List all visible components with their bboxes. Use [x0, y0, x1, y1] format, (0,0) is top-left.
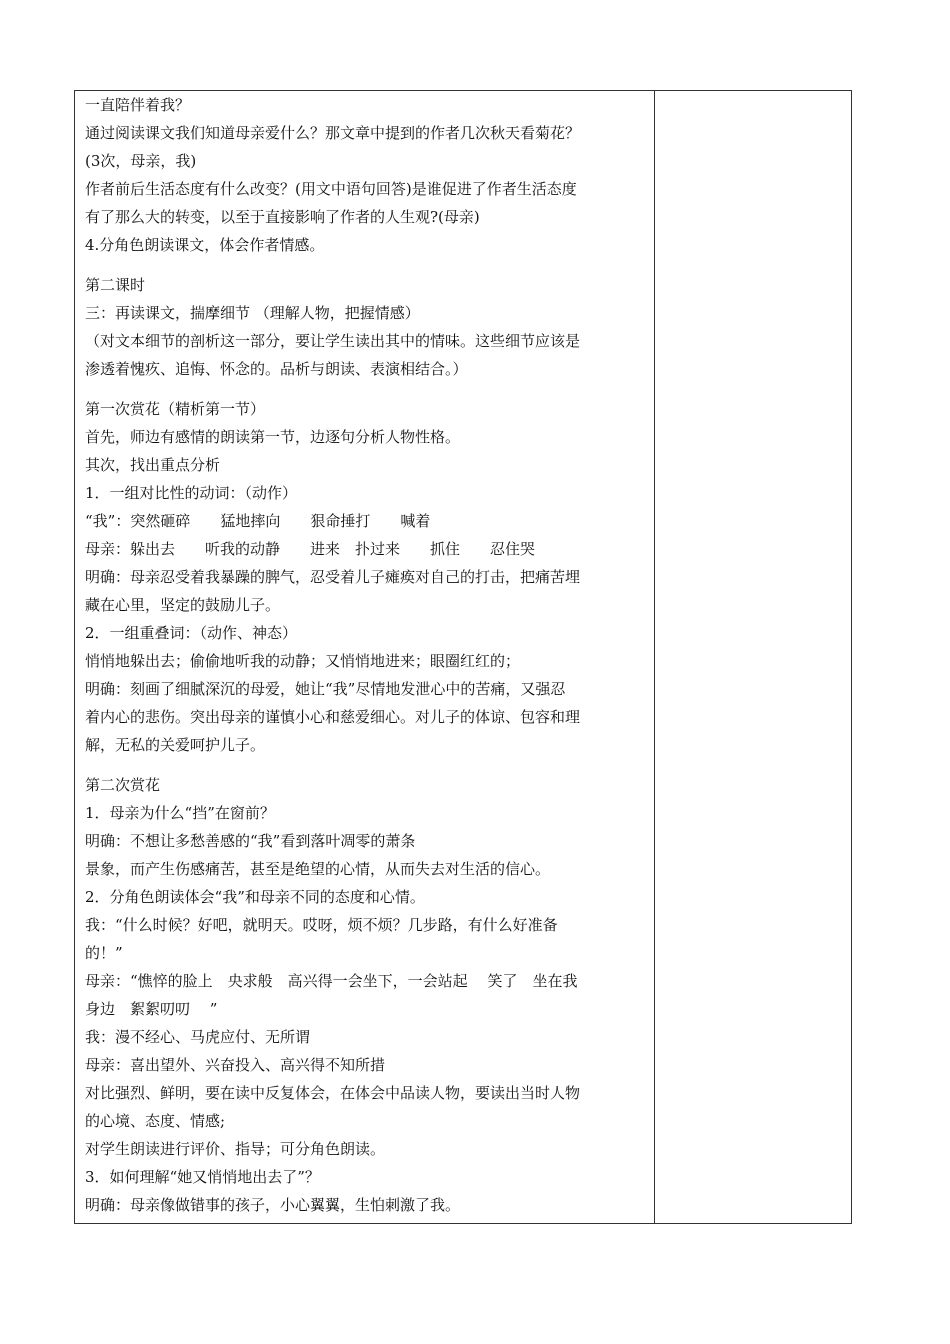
text-line: 对比强烈、鲜明，要在读中反复体会，在体会中品读人物，要读出当时人物 — [85, 1084, 581, 1102]
text-line: 着内心的悲伤。突出母亲的谨慎小心和慈爱细心。对儿子的体谅、包容和理 — [85, 708, 581, 726]
text-line: 母亲：“憔悴的脸上 央求般 高兴得一会坐下，一会站起 笑了 坐在我 — [85, 972, 578, 990]
text-line: 渗透着愧疚、追悔、怀念的。品析与朗读、表演相结合。） — [85, 360, 468, 378]
text-line: 作者前后生活态度有什么改变？(用文中语句回答)是谁促进了作者生活态度 — [85, 180, 577, 198]
section-heading: 第一次赏花（精析第一节） — [85, 400, 266, 418]
text-line: 景象，而产生伤感痛苦，甚至是绝望的心情，从而失去对生活的信心。 — [85, 860, 551, 878]
text-line: 通过阅读课文我们知道母亲爱什么？那文章中提到的作者几次秋天看菊花？ — [85, 124, 581, 142]
text-line: 对学生朗读进行评价、指导；可分角色朗读。 — [85, 1140, 386, 1158]
text-line: 首先，师边有感情的朗读第一节，边逐句分析人物性格。 — [85, 428, 461, 446]
text-line: 有了那么大的转变，以至于直接影响了作者的人生观?(母亲) — [85, 208, 480, 226]
text-line: 母亲：喜出望外、兴奋投入、高兴得不知所措 — [85, 1056, 386, 1074]
paragraph-gap — [85, 383, 651, 395]
paragraph-gap — [85, 759, 651, 771]
text-line: 2．分角色朗读体会“我”和母亲不同的态度和心情。 — [85, 888, 425, 906]
text-line: 2．一组重叠词：（动作、神态） — [85, 624, 298, 642]
text-line: （对文本细节的剖析这一部分，要让学生读出其中的情味。这些细节应该是 — [85, 332, 581, 350]
text-line: 母亲：躲出去 听我的动静 进来 扑过来 抓住 忍住哭 — [85, 540, 536, 558]
notes-column — [656, 91, 851, 1223]
text-line: 的心境、态度、情感; — [85, 1112, 226, 1130]
text-line: 1．母亲为什么“挡”在窗前？ — [85, 804, 275, 822]
text-line: 身边 絮絮叨叨 ” — [85, 1000, 218, 1018]
text-line: 明确：母亲像做错事的孩子，小心翼翼，生怕刺激了我。 — [85, 1196, 461, 1214]
section-heading: 第二课时 — [85, 276, 146, 294]
text-line: 我：“什么时候？好吧，就明天。哎呀，烦不烦？几步路，有什么好准备 — [85, 916, 558, 934]
text-line: 三：再读课文，揣摩细节 （理解人物，把握情感） — [85, 304, 420, 322]
text-line: 明确：母亲忍受着我暴躁的脾气，忍受着儿子瘫痪对自己的打击，把痛苦埋 — [85, 568, 581, 586]
text-line: 明确：刻画了细腻深沉的母爱，她让“我”尽情地发泄心中的苦痛，又强忍 — [85, 680, 566, 698]
text-line: 悄悄地躲出去；偷偷地听我的动静；又悄悄地进来；眼圈红红的； — [85, 652, 521, 670]
text-line: 的！” — [85, 944, 123, 962]
lesson-plan-table — [74, 90, 852, 1224]
text-line: “我”：突然砸碎 猛地摔向 狠命捶打 喊着 — [85, 512, 431, 530]
text-line: 其次，找出重点分析 — [85, 456, 221, 474]
column-divider — [654, 91, 655, 1223]
text-line: (3次，母亲，我) — [85, 152, 197, 170]
text-line: 3．如何理解“她又悄悄地出去了”？ — [85, 1168, 320, 1186]
lesson-content-column — [85, 91, 651, 1219]
text-line: 我：漫不经心、马虎应付、无所谓 — [85, 1028, 311, 1046]
section-heading: 第二次赏花 — [85, 776, 161, 794]
text-line: 4.分角色朗读课文，体会作者情感。 — [85, 236, 325, 254]
text-line: 解，无私的关爱呵护儿子。 — [85, 736, 266, 754]
paragraph-gap — [85, 259, 651, 271]
text-line: 藏在心里，坚定的鼓励儿子。 — [85, 596, 281, 614]
text-line: 明确：不想让多愁善感的“我”看到落叶凋零的萧条 — [85, 832, 416, 850]
text-line: 一直陪伴着我？ — [85, 96, 191, 114]
text-line: 1．一组对比性的动词：（动作） — [85, 484, 298, 502]
